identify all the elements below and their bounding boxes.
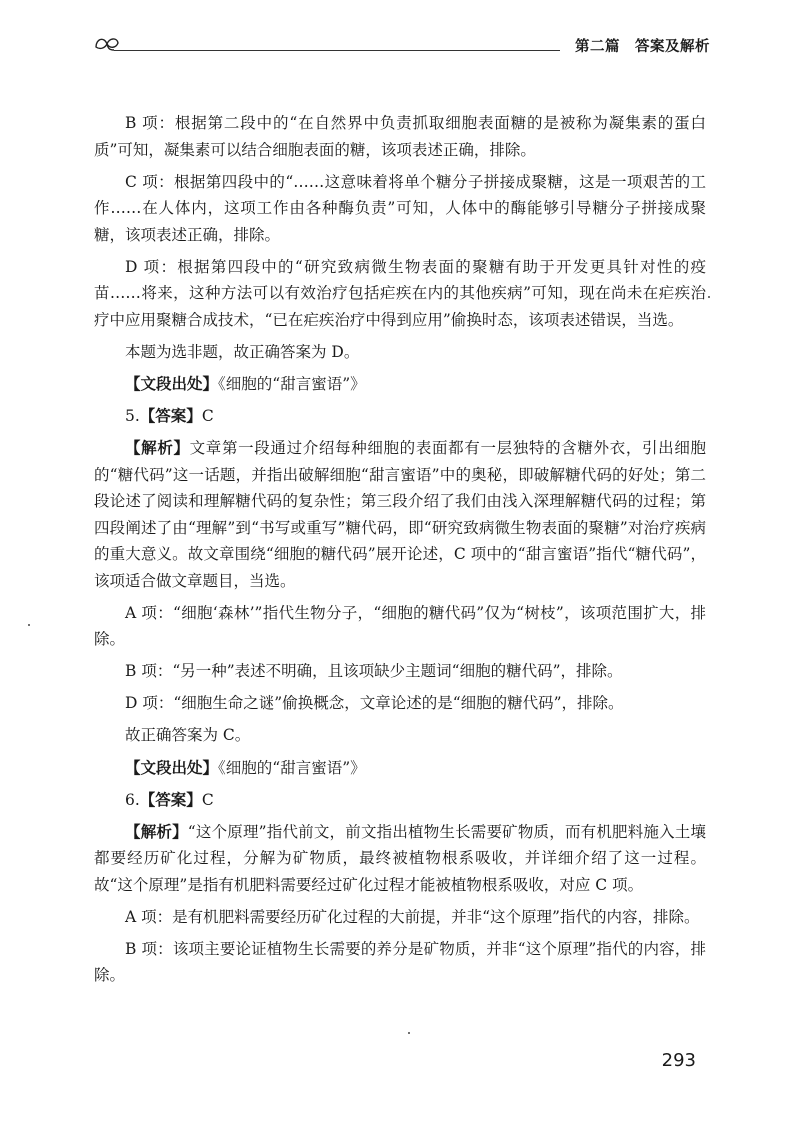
q6-answer-line bbox=[94, 787, 706, 814]
analysis-tag: 【解析】 bbox=[125, 822, 188, 841]
q5-conclusion: 故正确答案为 C。 bbox=[125, 726, 251, 745]
scan-speck bbox=[708, 296, 710, 298]
question-number: 5. bbox=[125, 406, 140, 425]
answer-value: C bbox=[201, 790, 214, 809]
q5-answer-line bbox=[94, 403, 706, 430]
answer-body bbox=[94, 110, 706, 995]
paragraph-option-b: B 项：根据第二段中的“在自然界中负责抓取细胞表面糖的是被称为凝集素的蛋白质”可知，凝集素可以结合细胞表面的糖，该项表述正确，排除。 bbox=[94, 114, 706, 159]
q5-analysis bbox=[94, 435, 706, 594]
q6-option-a: A 项：是有机肥料需要经历矿化过程的大前提，并非“这个原理”指代的内容，排除。 bbox=[125, 907, 700, 926]
q5-source-line bbox=[94, 755, 706, 782]
answer-tag: 【答案】 bbox=[139, 790, 202, 809]
answer-value: C bbox=[201, 406, 214, 425]
source-tag: 【文段出处】 bbox=[125, 374, 219, 393]
running-header bbox=[92, 30, 710, 64]
paragraph-option-d: D 项：根据第四段中的“研究致病微生物表面的聚糖有助于开发更具针对性的疫苗……将来，这种方法可以有效治疗包括疟疾在内的其他疾病”可知，现在尚未在疟疾治疗中应用聚糖合成技术，“已在疟疾治疗中得到应用”偷换时态，该项表述错误，当选。 bbox=[94, 257, 706, 329]
source-title: 《细胞的“甜言蜜语”》 bbox=[218, 374, 366, 393]
paragraph-conclusion: 本题为选非题，故正确答案为 D。 bbox=[125, 342, 360, 361]
analysis-text: 文章第一段通过介绍每种细胞的表面都有一层独特的含糖外衣，引出细胞的“糖代码”这一话题，并指出破解细胞“甜言蜜语”中的奥秘，即破解糖代码的好处；第二段论述了阅读和理解糖代码的复杂性；第三段介绍了我们由浅入深理解糖代码的过程；第四段阐述了由“理解”到“书写或重写”糖代码，即“研究致病微生物表面的聚糖”对治疗疾病的重大意义。故文章围绕“细胞的糖代码”展开论述，C 项中的“甜言蜜语”指代“糖代码”，该项适合做文章题目，当选。 bbox=[94, 439, 706, 590]
page-number: 293 bbox=[661, 1050, 696, 1071]
section-title: 第二篇 答案及解析 bbox=[575, 39, 710, 55]
source-tag: 【文段出处】 bbox=[125, 758, 219, 777]
q6-analysis bbox=[94, 819, 706, 899]
source-title: 《细胞的“甜言蜜语”》 bbox=[218, 758, 366, 777]
leaf-sprout-icon bbox=[92, 30, 122, 60]
analysis-tag: 【解析】 bbox=[125, 439, 190, 458]
q6-option-b: B 项：该项主要论证植物生长需要的养分是矿物质，并非“这个原理”指代的内容，排除。 bbox=[94, 939, 706, 985]
scan-speck bbox=[28, 624, 30, 626]
q5-option-d: D 项：“细胞生命之谜”偷换概念，文章论述的是“细胞的糖代码”，排除。 bbox=[125, 694, 624, 713]
question-number: 6. bbox=[125, 790, 140, 809]
scan-speck bbox=[408, 1032, 410, 1034]
answer-tag: 【答案】 bbox=[139, 406, 202, 425]
analysis-text: “这个原理”指代前文，前文指出植物生长需要矿物质，而有机肥料施入土壤都要经历矿化过程，分解为矿物质，最终被植物根系吸收，并详细介绍了这一过程。故“这个原理”是指有机肥料需要经过矿化过程才能被植物根系吸收，对应 C 项。 bbox=[94, 822, 706, 894]
paragraph-option-c: C 项：根据第四段中的“……这意味着将单个糖分子拼接成聚糖，这是一项艰苦的工作……在人体内，这项工作由各种酶负责”可知，人体中的酶能够引导糖分子拼接成聚糖，该项表述正确，排除。 bbox=[94, 172, 706, 244]
q5-option-b: B 项：“另一种”表述不明确，且该项缺少主题词“细胞的糖代码”，排除。 bbox=[125, 662, 623, 681]
q5-option-a: A 项：“细胞‘森林’”指代生物分子，“细胞的糖代码”仅为“树枝”，该项范围扩大，排除。 bbox=[94, 603, 706, 649]
header-rule bbox=[114, 50, 560, 51]
q4-source-line bbox=[94, 371, 706, 398]
